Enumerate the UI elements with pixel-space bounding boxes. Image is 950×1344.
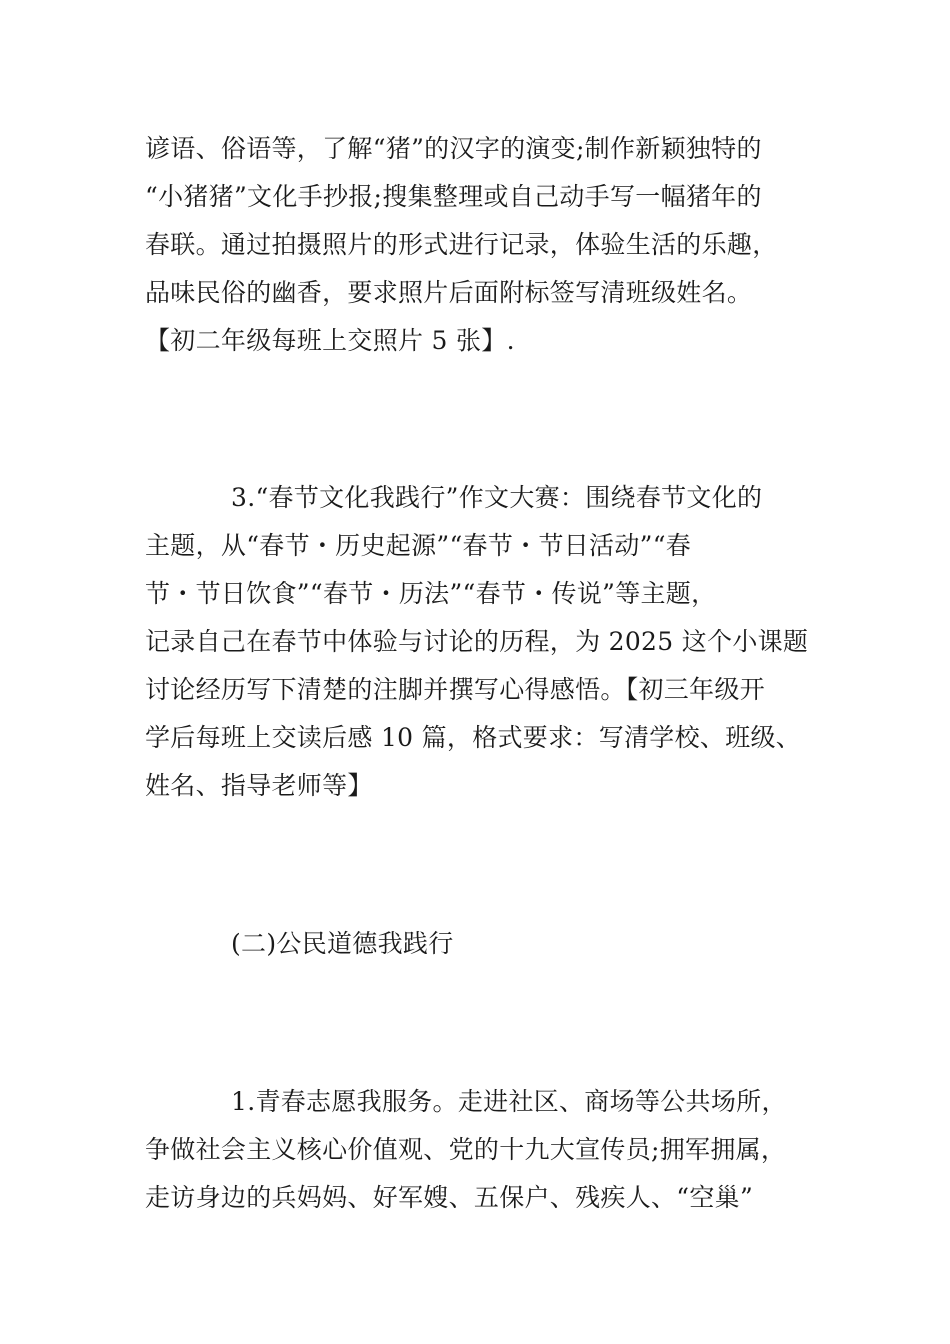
text-line: 春联。通过拍摄照片的形式进行记录，体验生活的乐趣， <box>145 230 778 259</box>
text-line: 争做社会主义核心价值观、党的十九大宣传员;拥军拥属， <box>145 1135 787 1164</box>
text-line: 姓名、指导老师等】 <box>145 771 373 800</box>
section-heading-civic-morality <box>145 920 810 968</box>
text-line: 走访身边的兵妈妈、好军嫂、五保户、残疾人、“空巢” <box>145 1183 754 1212</box>
text-line: 讨论经历写下清楚的注脚并撰写心得感悟。【初三年级开 <box>145 675 766 704</box>
text-line: 记录自己在春节中体验与讨论的历程，为 2025 这个小课题 <box>145 627 809 656</box>
text-line: 学后每班上交读后感 10 篇，格式要求：写清学校、班级、 <box>145 723 802 752</box>
text-line: 主题，从“春节・历史起源”“春节・节日活动”“春 <box>145 531 692 560</box>
text-line: 3.“春节文化我践行”作文大赛：围绕春节文化的 <box>231 483 763 512</box>
text-line: “小猪猪”文化手抄报;搜集整理或自己动手写一幅猪年的 <box>145 182 762 211</box>
paragraph-youth-volunteer <box>145 1078 810 1222</box>
text-line: 【初二年级每班上交照片 5 张】. <box>145 326 515 355</box>
text-line: 节・节日饮食”“春节・历法”“春节・传说”等主题， <box>145 579 717 608</box>
text-line: 品味民俗的幽香，要求照片后面附标签写清班级姓名。 <box>145 278 753 307</box>
text-line: 谚语、俗语等，了解“猪”的汉字的演变;制作新颖独特的 <box>145 134 762 163</box>
text-line: 1.青春志愿我服务。走进社区、商场等公共场所， <box>231 1087 787 1116</box>
paragraph-essay-contest <box>145 474 810 810</box>
text-line: (二)公民道德我践行 <box>231 929 454 958</box>
paragraph-pig-culture-activities <box>145 125 810 365</box>
